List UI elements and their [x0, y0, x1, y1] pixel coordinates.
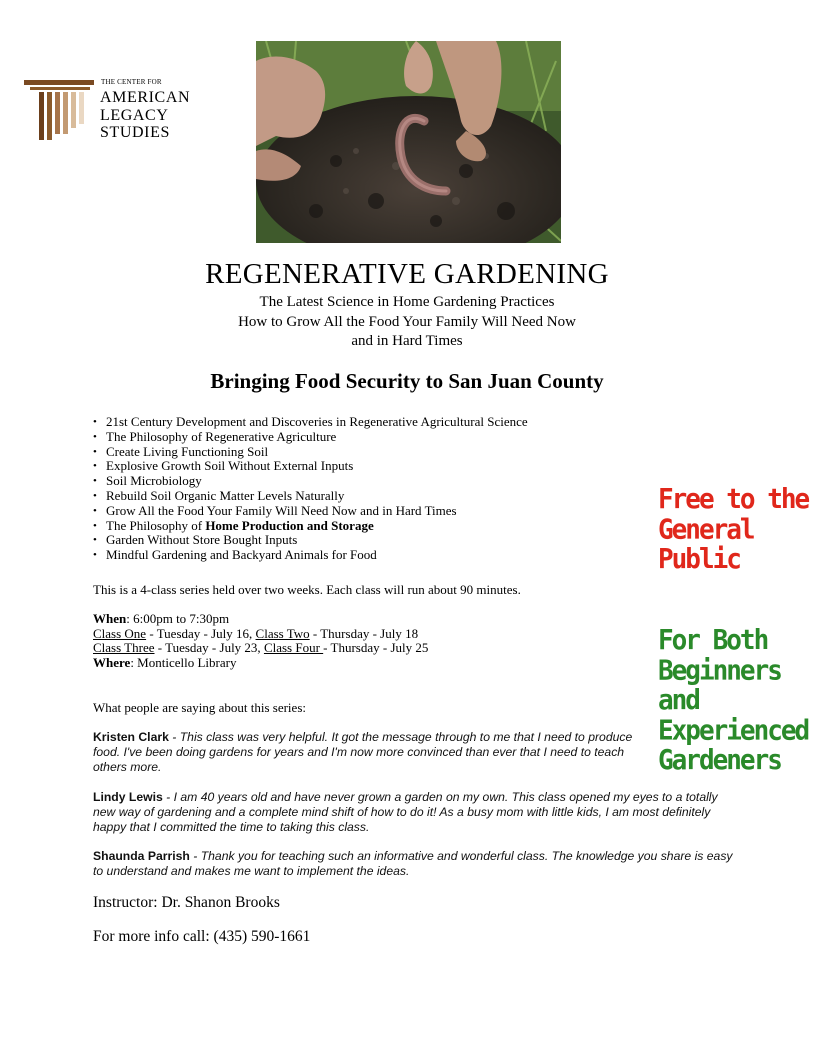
class-one-value: - Tuesday - July 16,	[146, 625, 256, 641]
topics-list	[93, 415, 528, 563]
testimonial-separator: -	[162, 790, 174, 804]
callout-line: Gardeners	[658, 744, 781, 777]
subtitle-line-1: The Latest Science in Home Gardening Practices	[259, 294, 555, 310]
testimonial-name: Kristen Clark	[93, 730, 169, 744]
list-item: • Explosive Growth Soil Without External Inputs	[93, 459, 528, 474]
list-item: • Garden Without Store Bought Inputs	[93, 533, 528, 548]
free-callout	[658, 485, 808, 575]
section-heading: Bringing Food Security to San Juan County	[210, 369, 604, 393]
soil-worm-photo	[256, 41, 561, 243]
class-four-label: Class Four	[263, 640, 324, 655]
testimonial-quote: Thank you for teaching such an informative and wonderful class. The knowledge you share is easy to understand and makes me want to implement the ideas.	[93, 849, 733, 878]
schedule-block	[93, 612, 428, 670]
where-value: : Monticello Library	[130, 654, 237, 670]
column-logo-icon	[24, 78, 96, 144]
list-item: • 21st Century Development and Discoveries in Regenerative Agricultural Science	[93, 415, 528, 430]
subtitle-line-2: How to Grow All the Food Your Family Will Need Now	[238, 314, 576, 330]
logo-pretext: THE CENTER FOR	[101, 78, 162, 86]
subtitle-line-3: and in Hard Times	[351, 333, 463, 349]
audience-callout	[658, 626, 808, 776]
testimonial-quote: This class was very helpful. It got the message through to me that I need to produce food. I've been doing gardens for years and I'm now more convinced than ever that I need to teach others more.	[93, 730, 633, 774]
testimonial-separator: -	[168, 730, 180, 744]
callout-line: Free to the	[658, 483, 809, 516]
callout-line: Public	[658, 543, 740, 576]
where-label: Where	[93, 654, 131, 670]
testimonials-intro: What people are saying about this series:	[93, 700, 306, 715]
list-item-bold: Home Production and Storage	[205, 517, 374, 533]
callout-line: Experienced	[658, 714, 809, 747]
callout-line: Beginners	[658, 654, 781, 687]
testimonial-quote: I am 40 years old and have never grown a garden on my own. This class opened my eyes to a totally new way of gardening and a complete mind shift of how to do it! As a busy mom with little kids, I am most definitely happy that I committed the time to taking this class.	[93, 790, 718, 834]
callout-line: General	[658, 513, 754, 546]
list-item: • Rebuild Soil Organic Matter Levels Naturally	[93, 489, 528, 504]
list-item: • Soil Microbiology	[93, 474, 528, 489]
page-title: REGENERATIVE GARDENING	[205, 258, 609, 290]
testimonial-name: Shaunda Parrish	[93, 849, 190, 863]
contact-info: For more info call: (435) 590-1661	[93, 928, 311, 945]
class-two-value: - Thursday - July 18	[309, 625, 419, 641]
callout-line: For Both	[658, 624, 768, 657]
class-three-value: - Tuesday - July 23,	[154, 640, 264, 655]
center-logo	[24, 78, 214, 148]
list-item	[93, 519, 528, 534]
class-one-label: Class One	[93, 625, 147, 641]
class-four-value: - Thursday - July 25	[323, 640, 429, 655]
list-item-prefix: The Philosophy of	[106, 517, 206, 533]
testimonial	[93, 730, 653, 775]
class-two-label: Class Two	[255, 625, 310, 641]
testimonial	[93, 849, 733, 879]
testimonial	[93, 790, 718, 835]
when-value: : 6:00pm to 7:30pm	[126, 611, 230, 626]
testimonial-name: Lindy Lewis	[93, 790, 163, 804]
logo-line-3: STUDIES	[100, 124, 170, 141]
list-item: • The Philosophy of Regenerative Agriculture	[93, 430, 528, 445]
testimonial-separator: -	[189, 849, 201, 863]
list-item: • Create Living Functioning Soil	[93, 445, 528, 460]
series-description: This is a 4-class series held over two weeks. Each class will run about 90 minutes.	[93, 582, 521, 597]
when-label: When	[93, 611, 127, 626]
logo-line-2: LEGACY	[100, 107, 169, 124]
instructor: Instructor: Dr. Shanon Brooks	[93, 894, 280, 911]
list-item: • Grow All the Food Your Family Will Need Now and in Hard Times	[93, 504, 528, 519]
class-three-label: Class Three	[93, 640, 155, 655]
list-item: • Mindful Gardening and Backyard Animals for Food	[93, 548, 528, 563]
callout-line: and	[658, 684, 699, 717]
logo-line-1: AMERICAN	[100, 89, 191, 106]
